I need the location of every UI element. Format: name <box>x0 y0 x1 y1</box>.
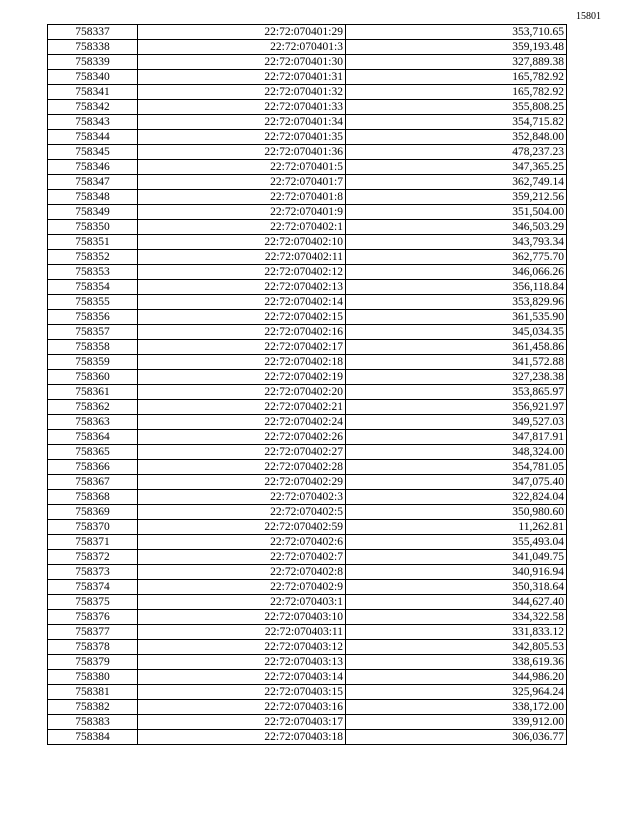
record-number-cell: 758369 <box>48 505 138 520</box>
record-number-cell: 758379 <box>48 655 138 670</box>
value-cell: 346,066.26 <box>346 265 567 280</box>
value-cell: 345,034.35 <box>346 325 567 340</box>
table-row <box>48 235 567 250</box>
cadastral-number-cell: 22:72:070401:32 <box>138 85 346 100</box>
record-number-cell: 758358 <box>48 340 138 355</box>
value-cell: 359,193.48 <box>346 40 567 55</box>
cadastral-number-cell: 22:72:070401:3 <box>138 40 346 55</box>
table-row <box>48 445 567 460</box>
value-cell: 341,049.75 <box>346 550 567 565</box>
table-row <box>48 25 567 40</box>
table-row <box>48 175 567 190</box>
value-cell: 353,710.65 <box>346 25 567 40</box>
cadastral-number-cell: 22:72:070402:3 <box>138 490 346 505</box>
cadastral-number-cell: 22:72:070403:13 <box>138 655 346 670</box>
record-number-cell: 758377 <box>48 625 138 640</box>
value-cell: 348,324.00 <box>346 445 567 460</box>
record-number-cell: 758347 <box>48 175 138 190</box>
record-number-cell: 758342 <box>48 100 138 115</box>
record-number-cell: 758340 <box>48 70 138 85</box>
record-number-cell: 758371 <box>48 535 138 550</box>
value-cell: 306,036.77 <box>346 730 567 745</box>
record-number-cell: 758353 <box>48 265 138 280</box>
cadastral-number-cell: 22:72:070402:27 <box>138 445 346 460</box>
table-row <box>48 415 567 430</box>
cadastral-number-cell: 22:72:070402:1 <box>138 220 346 235</box>
record-number-cell: 758361 <box>48 385 138 400</box>
record-number-cell: 758383 <box>48 715 138 730</box>
table-row <box>48 85 567 100</box>
table-row <box>48 220 567 235</box>
cadastral-number-cell: 22:72:070402:7 <box>138 550 346 565</box>
value-cell: 165,782.92 <box>346 85 567 100</box>
cadastral-number-cell: 22:72:070402:11 <box>138 250 346 265</box>
value-cell: 338,619.36 <box>346 655 567 670</box>
record-number-cell: 758359 <box>48 355 138 370</box>
cadastral-number-cell: 22:72:070402:6 <box>138 535 346 550</box>
cadastral-number-cell: 22:72:070402:9 <box>138 580 346 595</box>
table-row <box>48 670 567 685</box>
table-row <box>48 580 567 595</box>
cadastral-number-cell: 22:72:070403:12 <box>138 640 346 655</box>
value-cell: 359,212.56 <box>346 190 567 205</box>
cadastral-number-cell: 22:72:070401:36 <box>138 145 346 160</box>
table-row <box>48 295 567 310</box>
value-cell: 350,318.64 <box>346 580 567 595</box>
cadastral-number-cell: 22:72:070402:28 <box>138 460 346 475</box>
cadastral-number-cell: 22:72:070401:8 <box>138 190 346 205</box>
value-cell: 327,238.38 <box>346 370 567 385</box>
table-row <box>48 460 567 475</box>
record-number-cell: 758343 <box>48 115 138 130</box>
cadastral-number-cell: 22:72:070401:5 <box>138 160 346 175</box>
record-number-cell: 758338 <box>48 40 138 55</box>
table-row <box>48 715 567 730</box>
table-row <box>48 520 567 535</box>
record-number-cell: 758381 <box>48 685 138 700</box>
value-cell: 362,749.14 <box>346 175 567 190</box>
table-row <box>48 115 567 130</box>
value-cell: 356,118.84 <box>346 280 567 295</box>
table-row <box>48 490 567 505</box>
record-number-cell: 758349 <box>48 205 138 220</box>
table-row <box>48 475 567 490</box>
cadastral-number-cell: 22:72:070403:15 <box>138 685 346 700</box>
value-cell: 361,535.90 <box>346 310 567 325</box>
table-body <box>48 25 567 745</box>
record-number-cell: 758375 <box>48 595 138 610</box>
cadastral-number-cell: 22:72:070402:18 <box>138 355 346 370</box>
record-number-cell: 758341 <box>48 85 138 100</box>
record-number-cell: 758339 <box>48 55 138 70</box>
value-cell: 327,889.38 <box>346 55 567 70</box>
value-cell: 347,365.25 <box>346 160 567 175</box>
record-number-cell: 758364 <box>48 430 138 445</box>
value-cell: 339,912.00 <box>346 715 567 730</box>
cadastral-number-cell: 22:72:070403:14 <box>138 670 346 685</box>
cadastral-number-cell: 22:72:070401:34 <box>138 115 346 130</box>
table-row <box>48 355 567 370</box>
cadastral-number-cell: 22:72:070403:17 <box>138 715 346 730</box>
cadastral-number-cell: 22:72:070403:11 <box>138 625 346 640</box>
value-cell: 356,921.97 <box>346 400 567 415</box>
table-row <box>48 160 567 175</box>
cadastral-number-cell: 22:72:070403:1 <box>138 595 346 610</box>
table-row <box>48 505 567 520</box>
value-cell: 325,964.24 <box>346 685 567 700</box>
value-cell: 347,817.91 <box>346 430 567 445</box>
cadastral-number-cell: 22:72:070402:20 <box>138 385 346 400</box>
cadastral-number-cell: 22:72:070403:16 <box>138 700 346 715</box>
cadastral-number-cell: 22:72:070402:19 <box>138 370 346 385</box>
cadastral-number-cell: 22:72:070401:9 <box>138 205 346 220</box>
record-number-cell: 758372 <box>48 550 138 565</box>
record-number-cell: 758345 <box>48 145 138 160</box>
cadastral-number-cell: 22:72:070403:10 <box>138 610 346 625</box>
cadastral-number-cell: 22:72:070401:30 <box>138 55 346 70</box>
table-row <box>48 70 567 85</box>
record-number-cell: 758344 <box>48 130 138 145</box>
value-cell: 351,504.00 <box>346 205 567 220</box>
cadastral-number-cell: 22:72:070401:35 <box>138 130 346 145</box>
value-cell: 350,980.60 <box>346 505 567 520</box>
cadastral-number-cell: 22:72:070403:18 <box>138 730 346 745</box>
record-number-cell: 758354 <box>48 280 138 295</box>
value-cell: 478,237.23 <box>346 145 567 160</box>
cadastral-number-cell: 22:72:070402:24 <box>138 415 346 430</box>
table-row <box>48 685 567 700</box>
table-row <box>48 145 567 160</box>
table-row <box>48 655 567 670</box>
table-row <box>48 40 567 55</box>
table-row <box>48 550 567 565</box>
table-row <box>48 430 567 445</box>
value-cell: 355,493.04 <box>346 535 567 550</box>
record-number-cell: 758356 <box>48 310 138 325</box>
record-number-cell: 758366 <box>48 460 138 475</box>
cadastral-number-cell: 22:72:070402:17 <box>138 340 346 355</box>
page-number: 15801 <box>576 11 601 22</box>
value-cell: 334,322.58 <box>346 610 567 625</box>
record-number-cell: 758352 <box>48 250 138 265</box>
record-number-cell: 758365 <box>48 445 138 460</box>
cadastral-number-cell: 22:72:070402:59 <box>138 520 346 535</box>
cadastral-number-cell: 22:72:070401:7 <box>138 175 346 190</box>
record-number-cell: 758380 <box>48 670 138 685</box>
table-row <box>48 640 567 655</box>
value-cell: 354,781.05 <box>346 460 567 475</box>
table-row <box>48 625 567 640</box>
table-row <box>48 385 567 400</box>
table-row <box>48 565 567 580</box>
value-cell: 353,829.96 <box>346 295 567 310</box>
record-number-cell: 758348 <box>48 190 138 205</box>
value-cell: 165,782.92 <box>346 70 567 85</box>
value-cell: 362,775.70 <box>346 250 567 265</box>
value-cell: 353,865.97 <box>346 385 567 400</box>
cadastral-number-cell: 22:72:070402:15 <box>138 310 346 325</box>
value-cell: 340,916.94 <box>346 565 567 580</box>
table-row <box>48 265 567 280</box>
record-number-cell: 758374 <box>48 580 138 595</box>
value-cell: 341,572.88 <box>346 355 567 370</box>
table-row <box>48 280 567 295</box>
value-cell: 343,793.34 <box>346 235 567 250</box>
table-row <box>48 325 567 340</box>
table-row <box>48 250 567 265</box>
record-number-cell: 758346 <box>48 160 138 175</box>
value-cell: 322,824.04 <box>346 490 567 505</box>
value-cell: 331,833.12 <box>346 625 567 640</box>
record-number-cell: 758378 <box>48 640 138 655</box>
record-number-cell: 758373 <box>48 565 138 580</box>
value-cell: 11,262.81 <box>346 520 567 535</box>
cadastral-number-cell: 22:72:070402:10 <box>138 235 346 250</box>
value-cell: 354,715.82 <box>346 115 567 130</box>
table-row <box>48 400 567 415</box>
cadastral-number-cell: 22:72:070402:8 <box>138 565 346 580</box>
record-number-cell: 758363 <box>48 415 138 430</box>
cadastral-number-cell: 22:72:070402:13 <box>138 280 346 295</box>
record-number-cell: 758360 <box>48 370 138 385</box>
cadastral-number-cell: 22:72:070402:26 <box>138 430 346 445</box>
record-number-cell: 758370 <box>48 520 138 535</box>
table-row <box>48 130 567 145</box>
table-row <box>48 100 567 115</box>
record-number-cell: 758376 <box>48 610 138 625</box>
table-row <box>48 730 567 745</box>
record-number-cell: 758384 <box>48 730 138 745</box>
record-number-cell: 758368 <box>48 490 138 505</box>
value-cell: 342,805.53 <box>346 640 567 655</box>
cadastral-number-cell: 22:72:070401:33 <box>138 100 346 115</box>
value-cell: 347,075.40 <box>346 475 567 490</box>
value-cell: 349,527.03 <box>346 415 567 430</box>
table-row <box>48 700 567 715</box>
value-cell: 338,172.00 <box>346 700 567 715</box>
record-number-cell: 758351 <box>48 235 138 250</box>
value-cell: 344,627.40 <box>346 595 567 610</box>
value-cell: 344,986.20 <box>346 670 567 685</box>
cadastral-number-cell: 22:72:070402:16 <box>138 325 346 340</box>
cadastral-number-cell: 22:72:070402:21 <box>138 400 346 415</box>
record-number-cell: 758357 <box>48 325 138 340</box>
table-row <box>48 370 567 385</box>
table-row <box>48 595 567 610</box>
record-number-cell: 758382 <box>48 700 138 715</box>
record-number-cell: 758367 <box>48 475 138 490</box>
record-number-cell: 758355 <box>48 295 138 310</box>
cadastral-number-cell: 22:72:070402:14 <box>138 295 346 310</box>
cadastral-number-cell: 22:72:070402:5 <box>138 505 346 520</box>
record-number-cell: 758350 <box>48 220 138 235</box>
value-cell: 361,458.86 <box>346 340 567 355</box>
value-cell: 352,848.00 <box>346 130 567 145</box>
record-number-cell: 758337 <box>48 25 138 40</box>
value-cell: 355,808.25 <box>346 100 567 115</box>
table-row <box>48 55 567 70</box>
table-row <box>48 205 567 220</box>
table-row <box>48 340 567 355</box>
table-row <box>48 535 567 550</box>
table-row <box>48 190 567 205</box>
cadastral-value-table <box>47 24 567 745</box>
table-row <box>48 610 567 625</box>
cadastral-number-cell: 22:72:070402:29 <box>138 475 346 490</box>
cadastral-number-cell: 22:72:070402:12 <box>138 265 346 280</box>
value-cell: 346,503.29 <box>346 220 567 235</box>
cadastral-number-cell: 22:72:070401:29 <box>138 25 346 40</box>
record-number-cell: 758362 <box>48 400 138 415</box>
cadastral-number-cell: 22:72:070401:31 <box>138 70 346 85</box>
table-row <box>48 310 567 325</box>
